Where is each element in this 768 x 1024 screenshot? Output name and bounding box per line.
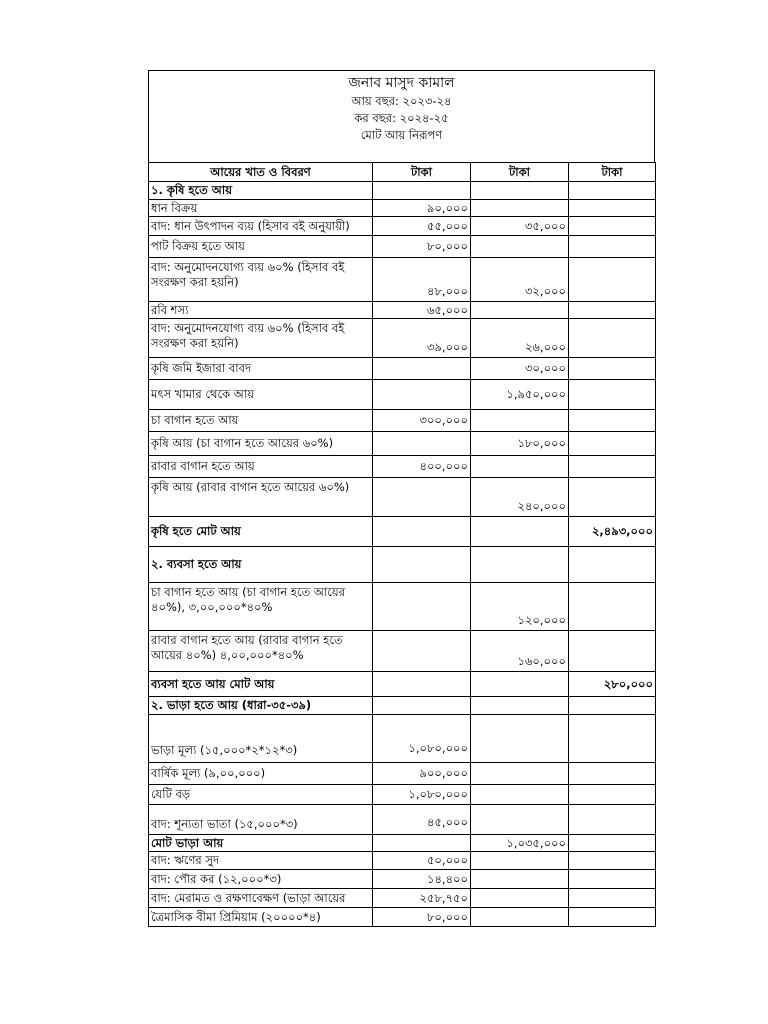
row-value-a: ৫৫,০০০ xyxy=(373,217,471,236)
row-value-c xyxy=(569,870,656,889)
table-row xyxy=(149,432,656,456)
row-label: কৃষি আয় (রাবার বাগান হতে আয়ের ৬০%) xyxy=(149,478,373,517)
row-label: ব্যবসা হতে আয় মোট আয় xyxy=(149,672,373,697)
row-label: ২. ব্যবসা হতে আয় xyxy=(149,547,373,583)
row-value-b xyxy=(471,672,569,697)
row-value-b: ২৪০,০০০ xyxy=(471,478,569,517)
row-value-b: ২৬,০০০ xyxy=(471,319,569,358)
table-row xyxy=(149,319,656,358)
row-value-c xyxy=(569,319,656,358)
row-value-a xyxy=(373,631,471,672)
row-label: মোট ভাড়া আয় xyxy=(149,835,373,852)
row-value-a: ৯০০,০০০ xyxy=(373,763,471,785)
table-row xyxy=(149,889,656,908)
row-value-c xyxy=(569,410,656,432)
row-label: ২. ভাড়া হতে আয় (ধারা-৩৫-৩৯) xyxy=(149,697,373,715)
row-label: মৎস খামার থেকে আয় xyxy=(149,380,373,410)
row-value-c xyxy=(569,217,656,236)
row-value-a xyxy=(373,380,471,410)
statement-header xyxy=(148,70,655,162)
row-label: বাদ: ধান উৎপাদন ব্যয় (হিসাব বই অনুযায়ী) xyxy=(149,217,373,236)
row-value-c xyxy=(569,785,656,805)
row-value-b xyxy=(471,456,569,478)
row-value-b: ১২০,০০০ xyxy=(471,583,569,631)
row-value-a xyxy=(373,672,471,697)
row-value-c xyxy=(569,763,656,785)
statement-title: মোট আয় নিরূপণ xyxy=(360,128,443,142)
table-row xyxy=(149,200,656,217)
row-label: কৃষি জমি ইজারা বাবদ xyxy=(149,358,373,380)
row-label: বাদ: শূন্যতা ভাতা (১৫,০০০*৩) xyxy=(149,805,373,835)
row-value-c xyxy=(569,805,656,835)
table-row xyxy=(149,547,656,583)
row-value-a: ১,০৮০,০০০ xyxy=(373,715,471,763)
table-row xyxy=(149,410,656,432)
table-header-row xyxy=(149,163,656,182)
row-total-value: ২,৪৯৩,০০০ xyxy=(569,517,656,547)
row-value-b: ৩২,০০০ xyxy=(471,258,569,302)
table-row xyxy=(149,217,656,236)
row-value-b xyxy=(471,302,569,319)
table-row xyxy=(149,517,656,547)
row-label: বাদ: পৌর কর (১২,০০০*৩) xyxy=(149,870,373,889)
table-row xyxy=(149,835,656,852)
row-value-b xyxy=(471,852,569,870)
row-value-a: ৫০,০০০ xyxy=(373,852,471,870)
row-value-a xyxy=(373,358,471,380)
row-value-c xyxy=(569,889,656,908)
row-value-a: ৩০০,০০০ xyxy=(373,410,471,432)
row-value-b xyxy=(471,889,569,908)
column-header-amount: টাকা xyxy=(569,163,656,182)
row-value-a: ২৫৮,৭৫০ xyxy=(373,889,471,908)
row-value-a: ৩৯,০০০ xyxy=(373,319,471,358)
row-value-b xyxy=(471,200,569,217)
row-value-b: ৩৫,০০০ xyxy=(471,217,569,236)
row-value-c xyxy=(569,302,656,319)
row-label: বাদ: ঋণের সুদ xyxy=(149,852,373,870)
row-label: পাট বিক্রয় হতে আয় xyxy=(149,236,373,258)
row-value-b xyxy=(471,715,569,763)
table-row xyxy=(149,456,656,478)
row-value-b: ১৮০,০০০ xyxy=(471,432,569,456)
row-value-c xyxy=(569,182,656,200)
row-value-c xyxy=(569,432,656,456)
row-value-a: ৬৫,০০০ xyxy=(373,302,471,319)
row-value-b xyxy=(471,236,569,258)
row-value-a xyxy=(373,182,471,200)
row-label: বার্ষিক মূল্য (৯,০০,০০০) xyxy=(149,763,373,785)
row-value-c xyxy=(569,478,656,517)
table-row xyxy=(149,852,656,870)
table-row xyxy=(149,870,656,889)
row-value-c xyxy=(569,236,656,258)
row-label: বাদ: অনুমোদনযোগ্য ব্যয় ৬০% (হিসাব বই সংরক্ষণ করা হয়নি) xyxy=(149,319,373,358)
row-value-c xyxy=(569,258,656,302)
table-row xyxy=(149,258,656,302)
row-label: যেটি বড় xyxy=(149,785,373,805)
row-value-b xyxy=(471,763,569,785)
row-label: ভাড়া মূল্য (১৫,০০০*২*১২*৩) xyxy=(149,715,373,763)
row-value-c xyxy=(569,835,656,852)
row-value-b xyxy=(471,805,569,835)
row-value-b xyxy=(471,870,569,889)
row-value-c xyxy=(569,715,656,763)
row-value-c xyxy=(569,852,656,870)
row-total-value: ২৮০,০০০ xyxy=(569,672,656,697)
row-label: বাদ: অনুমোদনযোগ্য ব্যয় ৬০% (হিসাব বই সংরক্ষণ করা হয়নি) xyxy=(149,258,373,302)
table-row xyxy=(149,672,656,697)
row-value-a: ৪০০,০০০ xyxy=(373,456,471,478)
taxpayer-name: জনাব মাসুদ কামাল xyxy=(348,75,455,91)
income-year: আয় বছর: ২০২৩-২৪ xyxy=(351,94,452,108)
row-value-b xyxy=(471,697,569,715)
row-value-a xyxy=(373,432,471,456)
row-value-c xyxy=(569,697,656,715)
table-row xyxy=(149,785,656,805)
row-value-c xyxy=(569,631,656,672)
row-label: রাবার বাগান হতে আয় xyxy=(149,456,373,478)
table-row xyxy=(149,631,656,672)
row-label: ধান বিক্রয় xyxy=(149,200,373,217)
row-value-b xyxy=(471,908,569,927)
table-row xyxy=(149,908,656,927)
income-assessment-sheet xyxy=(148,70,655,927)
row-label: রাবার বাগান হতে আয় (রাবার বাগান হতে আয়ের ৪০%) ৪,০০,০০০*৪০% xyxy=(149,631,373,672)
table-row xyxy=(149,697,656,715)
table-row xyxy=(149,380,656,410)
row-value-a xyxy=(373,835,471,852)
row-value-a: ৪৫,০০০ xyxy=(373,805,471,835)
table-row xyxy=(149,302,656,319)
table-row xyxy=(149,805,656,835)
row-value-a: ৪৮,০০০ xyxy=(373,258,471,302)
row-value-c xyxy=(569,547,656,583)
row-value-b: ১,০৩৫,০০০ xyxy=(471,835,569,852)
row-value-b xyxy=(471,785,569,805)
row-label: চা বাগান হতে আয় xyxy=(149,410,373,432)
column-header-description: আয়ের খাত ও বিবরণ xyxy=(149,163,373,182)
row-value-a: ৮০,০০০ xyxy=(373,236,471,258)
row-value-b xyxy=(471,182,569,200)
row-value-b: ১৬০,০০০ xyxy=(471,631,569,672)
row-value-a xyxy=(373,547,471,583)
row-label: ত্রৈমাসিক বীমা প্রিমিয়াম (২০০০০*৪) xyxy=(149,908,373,927)
row-value-a: ৯০,০০০ xyxy=(373,200,471,217)
row-value-a xyxy=(373,583,471,631)
table-row xyxy=(149,715,656,763)
row-value-b xyxy=(471,410,569,432)
column-header-amount: টাকা xyxy=(373,163,471,182)
table-row xyxy=(149,182,656,200)
table-row xyxy=(149,358,656,380)
row-label: রবি শস্য xyxy=(149,302,373,319)
row-label: ১. কৃষি হতে আয় xyxy=(149,182,373,200)
row-label: কৃষি আয় (চা বাগান হতে আয়ের ৬০%) xyxy=(149,432,373,456)
row-value-c xyxy=(569,456,656,478)
row-value-a xyxy=(373,517,471,547)
row-value-b: ১,৯৫০,০০০ xyxy=(471,380,569,410)
tax-year: কর বছর: ২০২৪-২৫ xyxy=(354,111,449,125)
row-value-a xyxy=(373,697,471,715)
row-value-b xyxy=(471,547,569,583)
column-header-amount: টাকা xyxy=(471,163,569,182)
row-value-a: ৮০,০০০ xyxy=(373,908,471,927)
income-table xyxy=(148,162,656,927)
row-value-c xyxy=(569,200,656,217)
row-value-a: ১,০৮০,০০০ xyxy=(373,785,471,805)
row-label: চা বাগান হতে আয় (চা বাগান হতে আয়ের ৪০%), ৩,০০,০০০*৪০% xyxy=(149,583,373,631)
row-value-b: ৩০,০০০ xyxy=(471,358,569,380)
table-row xyxy=(149,236,656,258)
row-label: বাদ: মেরামত ও রক্ষণাবেক্ষণ (ভাড়া আয়ের xyxy=(149,889,373,908)
row-value-c xyxy=(569,380,656,410)
row-label: কৃষি হতে মোট আয় xyxy=(149,517,373,547)
row-value-c xyxy=(569,583,656,631)
table-row xyxy=(149,583,656,631)
row-value-c xyxy=(569,908,656,927)
table-row xyxy=(149,478,656,517)
table-row xyxy=(149,763,656,785)
row-value-a xyxy=(373,478,471,517)
row-value-b xyxy=(471,517,569,547)
row-value-c xyxy=(569,358,656,380)
row-value-a: ১৪,৪০০ xyxy=(373,870,471,889)
